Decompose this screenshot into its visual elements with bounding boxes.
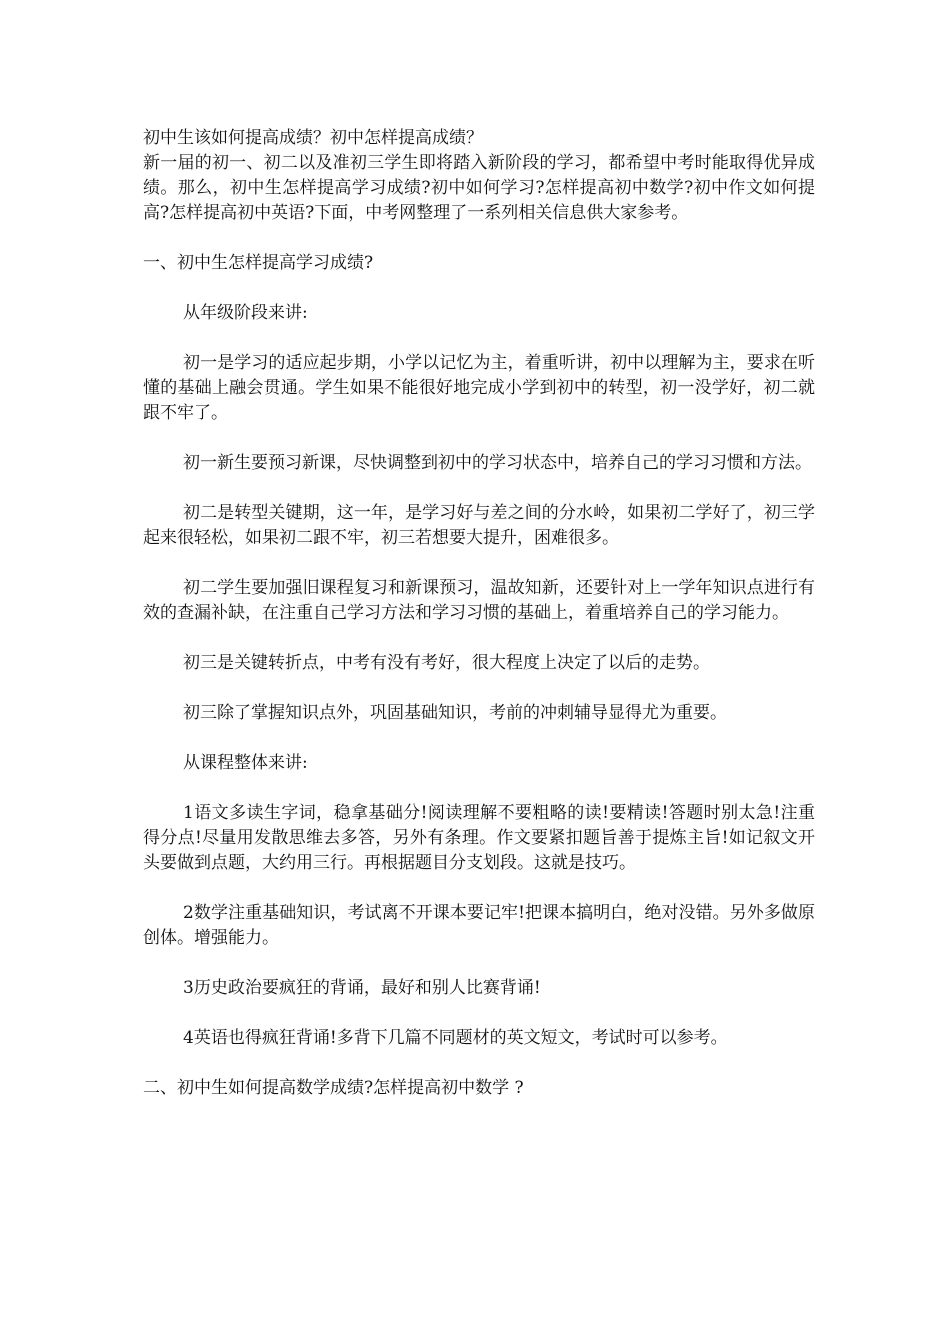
grade-2-paragraph: 初二是转型关键期，这一年，是学习好与差之间的分水岭，如果初二学好了，初三学起来很轻松，如果初二跟不牢，初三若想要大提升，困难很多。 xyxy=(143,503,815,548)
history-politics-tip-paragraph: 3历史政治要疯狂的背诵，最好和别人比赛背诵! xyxy=(183,978,541,998)
grade-1-advice-paragraph: 初一新生要预习新课，尽快调整到初中的学习状态中，培养自己的学习习惯和方法。 xyxy=(183,453,812,473)
section-2-heading: 二、初中生如何提高数学成绩?怎样提高初中数学 ? xyxy=(143,1078,524,1098)
grade-3-advice-paragraph: 初三除了掌握知识点外，巩固基础知识，考前的冲刺辅导显得尤为重要。 xyxy=(183,703,727,723)
math-tip-paragraph: 2数学注重基础知识，考试离不开课本要记牢!把课本搞明白，绝对没错。另外多做原创体。增强能力。 xyxy=(143,903,815,948)
document-body xyxy=(143,126,815,1101)
english-tip-paragraph: 4英语也得疯狂背诵!多背下几篇不同题材的英文短文，考试时可以参考。 xyxy=(183,1028,728,1048)
chinese-tip-paragraph: 1语文多读生字词，稳拿基础分!阅读理解不要粗略的读!要精读!答题时别太急!注重得分点!尽量用发散思维去多答，另外有条理。作文要紧扣题旨善于提炼主旨!如记叙文开头要做到点题，大约用三行。再根据题目分支划段。这就是技巧。 xyxy=(143,803,815,873)
course-heading: 从课程整体来讲: xyxy=(183,753,308,773)
grade-2-advice-paragraph: 初二学生要加强旧课程复习和新课预习，温故知新，还要针对上一学年知识点进行有效的查漏补缺，在注重自己学习方法和学习习惯的基础上，着重培养自己的学习能力。 xyxy=(143,578,815,623)
section-1-heading: 一、初中生怎样提高学习成绩? xyxy=(143,253,374,273)
document-title: 初中生该如何提高成绩？初中怎样提高成绩？ xyxy=(143,128,483,148)
intro-paragraph: 新一届的初一、初二以及准初三学生即将踏入新阶段的学习，都希望中考时能取得优异成绩。那么，初中生怎样提高学习成绩?初中如何学习?怎样提高初中数学?初中作文如何提高?怎样提高初中英语?下面，中考网整理了一系列相关信息供大家参考。 xyxy=(143,153,815,223)
grade-3-paragraph: 初三是关键转折点，中考有没有考好，很大程度上决定了以后的走势。 xyxy=(183,653,710,673)
grade-stage-heading: 从年级阶段来讲: xyxy=(183,303,308,323)
grade-1-paragraph: 初一是学习的适应起步期，小学以记忆为主，着重听讲，初中以理解为主，要求在听懂的基础上融会贯通。学生如果不能很好地完成小学到初中的转型，初一没学好，初二就跟不牢了。 xyxy=(143,353,815,423)
